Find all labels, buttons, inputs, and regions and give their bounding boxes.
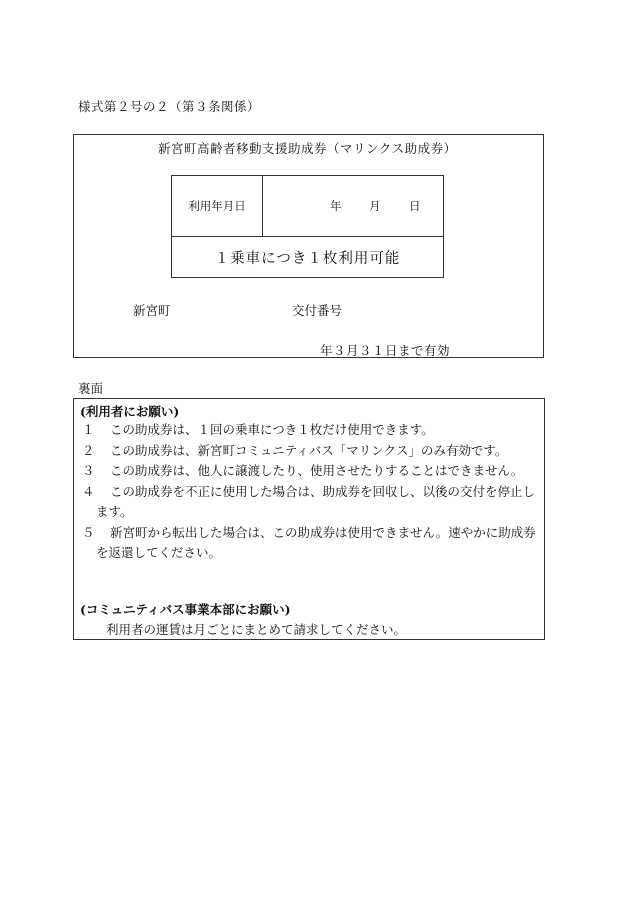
ticket-front xyxy=(73,134,544,358)
date-day: 日 xyxy=(409,199,421,213)
item-number: １ xyxy=(82,422,95,437)
list-item xyxy=(82,441,540,462)
item-text: 新宮町から転出した場合は、この助成券は使用できません。速やかに助成券を返還してください。 xyxy=(96,524,536,560)
ticket-title: 新宮町高齢者移動支援助成券（マリンクス助成券） xyxy=(158,141,457,156)
item-text: この助成券は、新宮町コミュニティバス「マリンクス」のみ有効です。 xyxy=(110,442,508,458)
list-item xyxy=(82,482,540,523)
date-year: 年 xyxy=(330,199,342,213)
item-number: ３ xyxy=(82,463,95,478)
date-label: 利用年月日 xyxy=(172,176,263,236)
back-label: 裏面 xyxy=(78,381,104,396)
list-item xyxy=(82,420,540,441)
usage-note: １乗車につき１枚利用可能 xyxy=(214,250,401,267)
date-month: 月 xyxy=(369,199,381,213)
item-text: この助成券を不正に使用した場合は、助成券を回収し、以後の交付を停止します。 xyxy=(96,483,536,519)
bus-request: 利用者の運賃は月ごとにまとめて請求してください。 xyxy=(106,622,407,637)
usage-box xyxy=(171,175,444,278)
list-item xyxy=(82,461,540,482)
item-number: ４ xyxy=(82,483,95,499)
item-text: この助成券は、１回の乗車につき１枚だけ使用できます。 xyxy=(110,422,434,437)
item-number: ５ xyxy=(82,524,95,540)
item-text: この助成券は、他人に譲渡したり、使用させたりすることはできません。 xyxy=(110,463,524,478)
validity-text: 年３月３１日まで有効 xyxy=(320,343,451,358)
list-item xyxy=(82,523,540,564)
form-title: 様式第２号の２（第３条関係） xyxy=(78,99,261,114)
bus-heading: (コミュニティバス事業本部にお願い) xyxy=(80,602,291,617)
user-heading: (利用者にお願い) xyxy=(80,404,180,419)
ticket-back xyxy=(73,398,545,640)
issue-number-label: 交付番号 xyxy=(292,303,343,318)
town-name: 新宮町 xyxy=(133,303,171,318)
date-row xyxy=(172,176,443,237)
item-number: ２ xyxy=(82,442,95,458)
